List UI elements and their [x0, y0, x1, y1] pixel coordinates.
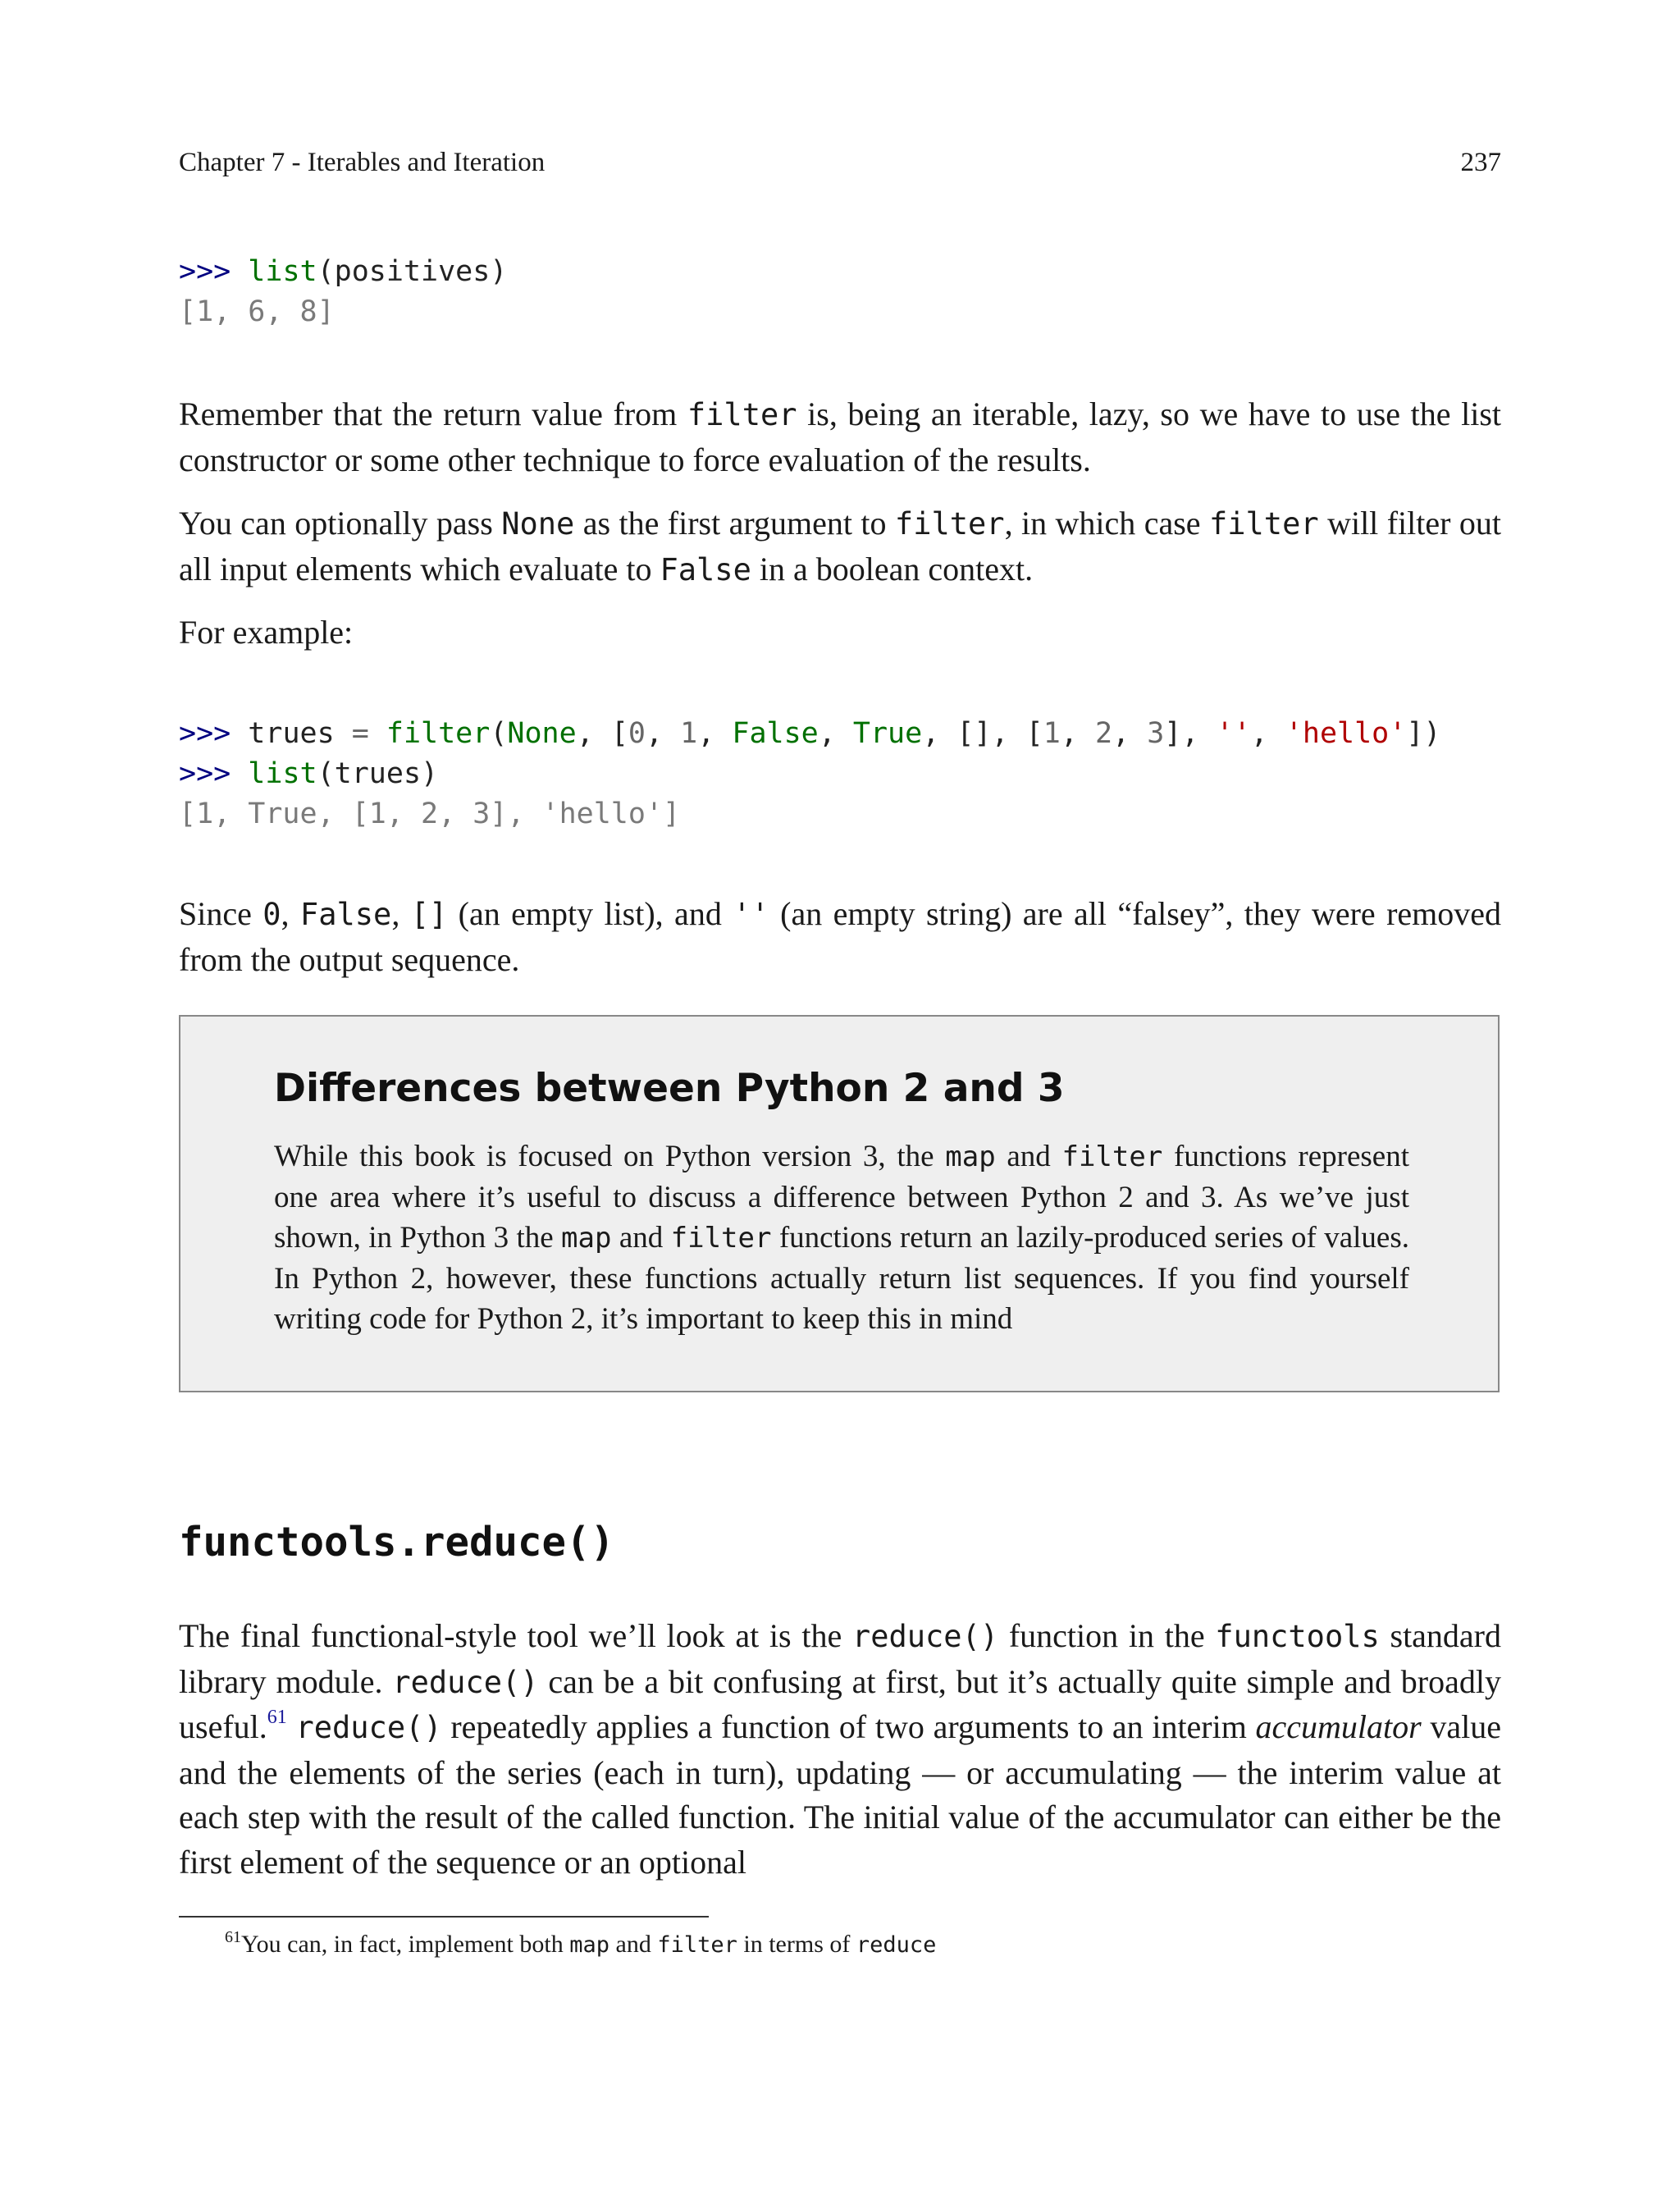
page-number: 237: [1460, 148, 1501, 177]
inline-code: functools: [1215, 1619, 1380, 1654]
section-heading: functools.reduce(): [179, 1519, 615, 1566]
inline-code: reduce: [856, 1932, 937, 1958]
aside-body: While this book is focused on Python version 3, the map and filter functions represent one area where it’s useful to discuss a difference between Python 2 and 3. As we’ve just shown, in Python 3 the map and filter functions return an lazily-produced series of values. In Python 2, however, these functions actually return list sequences. If you find yourself writing code for Python 2, it’s important to keep this in mind: [274, 1140, 1409, 1336]
inline-code: filter: [657, 1932, 737, 1958]
code-builtin-filter: filter: [386, 717, 491, 750]
inline-code: map: [561, 1222, 612, 1255]
footnote: $^{61}$You can, in fact, implement both map and filter in terms of reduce: [225, 1928, 937, 1958]
aside-title: Differences between Python 2 and 3: [274, 1066, 1065, 1111]
code-output: [1, True, [1, 2, 3], 'hello']: [179, 798, 681, 830]
inline-code: None: [501, 506, 575, 542]
inline-code: map: [945, 1140, 996, 1173]
inline-code: []: [410, 897, 448, 932]
inline-code: reduce(): [851, 1619, 999, 1654]
code-block-list-positives: [179, 252, 1501, 332]
inline-code: filter: [1061, 1140, 1163, 1173]
repl-prompt: >>>: [179, 757, 231, 790]
inline-code: 0: [262, 897, 281, 932]
code-output: [1, 6, 8]: [179, 295, 335, 328]
paragraph-for-example: For example:: [179, 614, 354, 651]
inline-code: filter: [894, 506, 1005, 542]
paragraph-filter-lazy: Remember that the return value from filter is, being an iterable, lazy, so we have to use the list constructor or some other technique to force evaluation of the results.: [179, 395, 1502, 478]
footnote-number: 61: [225, 1928, 241, 1946]
paragraph-falsey: Since 0, False, [] (an empty list), and '' (an empty string) are all “falsey”, they were removed from the output sequence.: [179, 895, 1502, 978]
aside-box-python-differences: [179, 1015, 1500, 1392]
repl-prompt: >>>: [179, 255, 231, 288]
inline-code: reduce(): [392, 1664, 539, 1700]
inline-code: map: [569, 1932, 610, 1958]
code-block-filter-none: >>> trues = filter(None, [0, 1, False, True, [], [1, 2, 3], '', 'hello']) >>> list(trues) [1, True, [1, 2, 3], 'hello']: [179, 717, 1441, 830]
inline-code: reduce(): [295, 1710, 442, 1745]
inline-code: '': [733, 897, 769, 932]
inline-code: filter: [670, 1222, 772, 1255]
code-args: (positives): [317, 255, 508, 288]
paragraph-filter-none: You can optionally pass None as the first argument to filter, in which case filter will filter out all input elements which evaluate to False in a boolean context.: [179, 505, 1501, 587]
inline-code: filter: [687, 397, 797, 432]
code-builtin-list: list: [248, 757, 317, 790]
chapter-title: Chapter 7 - Iterables and Iteration: [179, 148, 546, 177]
inline-code: False: [299, 897, 392, 932]
code-builtin-list: list: [248, 255, 317, 288]
emphasis: accumulator: [1255, 1708, 1422, 1745]
footnote-divider: [179, 1916, 709, 1918]
repl-prompt: >>>: [179, 717, 231, 750]
footnote-reference[interactable]: 61: [267, 1707, 287, 1728]
paragraph-reduce: The final functional-style tool we’ll look at is the reduce() function in the functools standard library module. reduce() can be a bit confusing at first, but it’s actually quite simple and broadly useful.$^{61}$ reduce() repeatedly applies a function of two arguments to an interim accumulator value and the elements of the series (each in turn), updating — or accumulating — the interim value at each step with the result of the called function. The initial value of the accumulator can either be the first element of the sequence or an optional: [179, 1617, 1502, 1881]
inline-code: False: [660, 551, 751, 587]
running-header: [179, 146, 1501, 179]
inline-code: filter: [1208, 506, 1319, 542]
